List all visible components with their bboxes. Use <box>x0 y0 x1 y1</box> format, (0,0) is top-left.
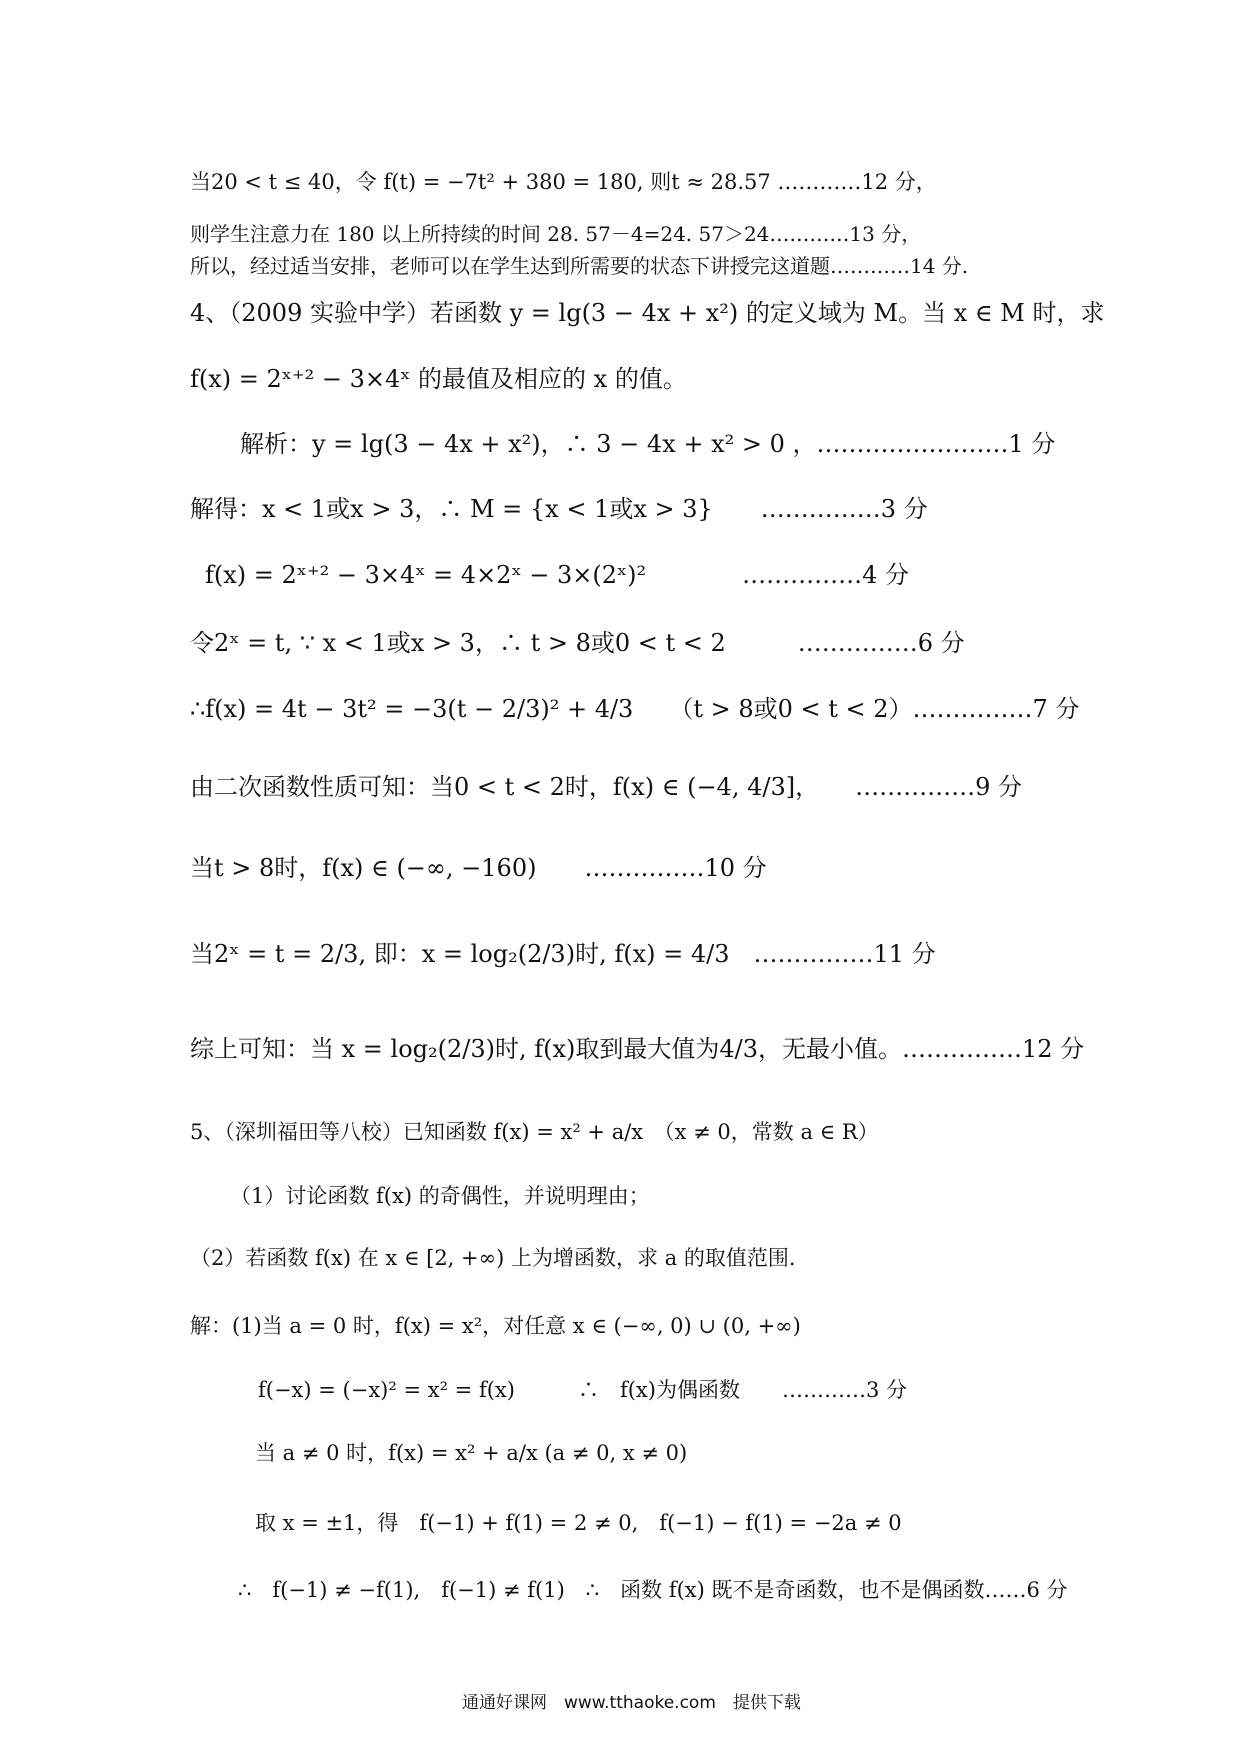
line-21: 取 x = ±1，得 f(−1) + f(1) = 2 ≠ 0, f(−1) − f(1) = −2a ≠ 0 <box>255 1511 902 1535</box>
line-4: 4、（2009 实验中学）若函数 y = lg(3 − 4x + x²) 的定义域为 M。当 x ∈ M 时，求 <box>190 299 1105 327</box>
line-20: 当 a ≠ 0 时，f(x) = x² + a/x (a ≠ 0, x ≠ 0) <box>255 1441 688 1465</box>
line-3: 所以，经过适当安排，老师可以在学生达到所需要的状态下讲授完这道题…………14 分. <box>190 254 969 278</box>
line-13: 当2ˣ = t = 2/3, 即：x = log₂(2/3)时, f(x) = 4/3 ……………11 分 <box>190 940 936 968</box>
line-17: （2）若函数 f(x) 在 x ∈ [2, +∞) 上为增函数，求 a 的取值范围. <box>190 1246 796 1270</box>
line-1: 当20 < t ≤ 40，令 f(t) = −7t² + 380 = 180, 则t ≈ 28.57 …………12 分， <box>190 170 937 194</box>
line-15: 5、（深圳福田等八校）已知函数 f(x) = x² + a/x （x ≠ 0，常数 a ∈ R） <box>190 1120 879 1144</box>
line-12: 当t > 8时，f(x) ∈ (−∞, −160) ……………10 分 <box>190 854 767 882</box>
line-9: 令2ˣ = t, ∵ x < 1或x > 3，∴ t > 8或0 < t < 2 ……………6 分 <box>190 629 965 657</box>
line-11: 由二次函数性质可知：当0 < t < 2时，f(x) ∈ (−4, 4/3]， ……………9 分 <box>190 773 1022 801</box>
page-footer: 通通好课网 www.tthaoke.com 提供下载 <box>462 1693 801 1713</box>
line-10: ∴f(x) = 4t − 3t² = −3(t − 2/3)² + 4/3 （t > 8或0 < t < 2）……………7 分 <box>190 695 1080 723</box>
line-7: 解得：x < 1或x > 3，∴ M = {x < 1或x > 3} ……………3 分 <box>190 495 928 523</box>
line-22: ∴ f(−1) ≠ −f(1), f(−1) ≠ f(1) ∴ 函数 f(x) 既不是奇函数，也不是偶函数……6 分 <box>238 1578 1068 1602</box>
line-16: （1）讨论函数 f(x) 的奇偶性，并说明理由； <box>230 1184 650 1208</box>
line-2: 则学生注意力在 180 以上所持续的时间 28. 57－4=24. 57＞24…………13 分， <box>190 222 922 246</box>
line-6: 解析：y = lg(3 − 4x + x²)，∴ 3 − 4x + x² > 0 ，……………………1 分 <box>240 430 1056 458</box>
line-18: 解：(1)当 a = 0 时，f(x) = x²，对任意 x ∈ (−∞, 0) ∪ (0, +∞) <box>190 1314 801 1338</box>
line-19: f(−x) = (−x)² = x² = f(x) ∴ f(x)为偶函数 …………3 分 <box>258 1378 907 1402</box>
line-5: f(x) = 2ˣ⁺² − 3×4ˣ 的最值及相应的 x 的值。 <box>190 365 687 393</box>
line-14: 综上可知：当 x = log₂(2/3)时, f(x)取到最大值为4/3，无最小值。……………12 分 <box>190 1035 1085 1063</box>
line-8: f(x) = 2ˣ⁺² − 3×4ˣ = 4×2ˣ − 3×(2ˣ)² ……………4 分 <box>205 561 910 589</box>
